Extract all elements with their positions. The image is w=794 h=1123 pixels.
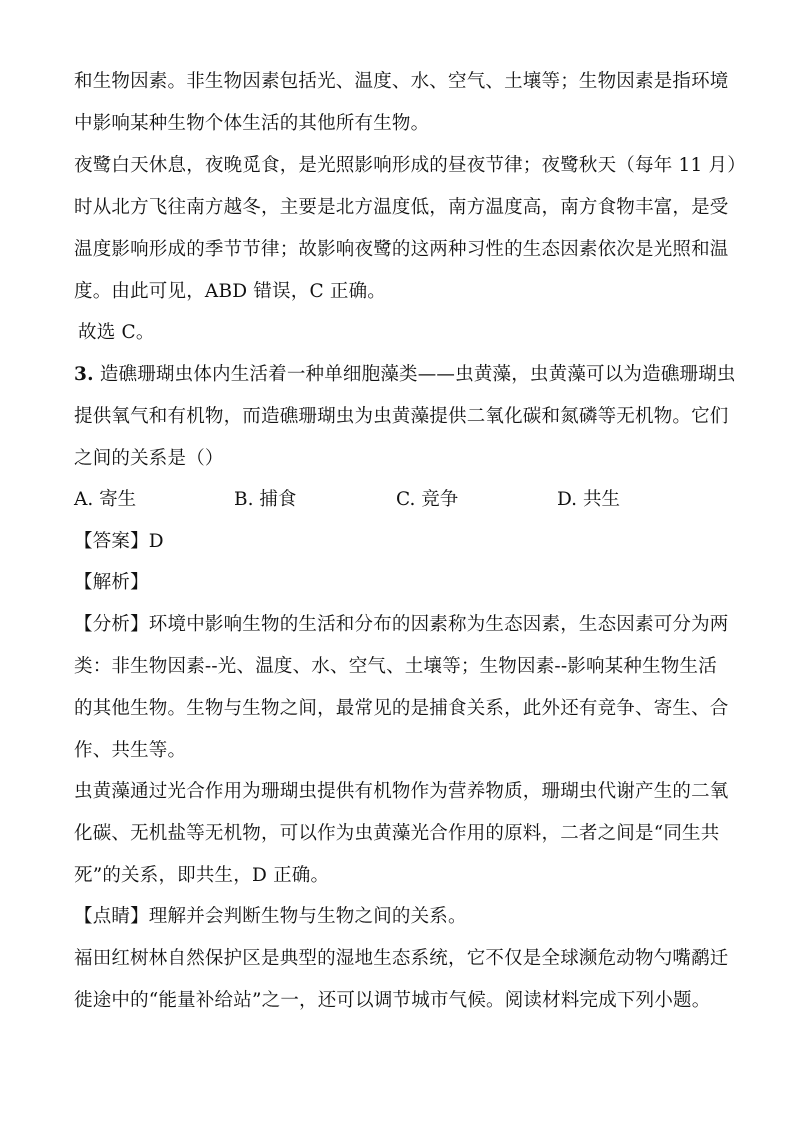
paragraph-line: 度。由此可见，ABD 错误，C 正确。 <box>74 281 387 302</box>
option-d <box>557 488 620 512</box>
explanation-line: 死”的关系，即共生，D 正确。 <box>74 865 330 886</box>
analysis-line: 作、共生等。 <box>74 740 187 761</box>
analysis-heading: 【解析】 <box>74 572 149 593</box>
option-b <box>234 488 296 512</box>
analysis-line: 【分析】环境中影响生物的生活和分布的因素称为生态因素，生态因素可分为两 <box>74 614 729 635</box>
explanation-line: 化碳、无机盐等无机物，可以作为虫黄藻光合作用的原料，二者之间是“同生共 <box>74 823 720 844</box>
paragraph-line: 夜鹭白天休息，夜晚觅食，是光照影响形成的昼夜节律；夜鹭秋天（每年 11 月） <box>74 155 746 176</box>
option-letter: A. <box>74 489 94 510</box>
option-text: 捕食 <box>259 489 297 510</box>
question-number: 3. <box>74 364 94 385</box>
question-line: 之间的关系是（） <box>74 448 224 469</box>
question-line: 提供氧气和有机物，而造礁珊瑚虫为虫黄藻提供二氧化碳和氮磷等无机物。它们 <box>74 406 729 427</box>
paragraph-line: 时从北方飞往南方越冬，主要是北方温度低，南方温度高，南方食物丰富，是受 <box>74 197 729 218</box>
question-text: 造礁珊瑚虫体内生活着一种单细胞藻类——虫黄藻，虫黄藻可以为造礁珊瑚虫 <box>99 364 736 385</box>
paragraph-line: 和生物因素。非生物因素包括光、温度、水、空气、土壤等；生物因素是指环境 <box>74 71 729 92</box>
analysis-line: 类：非生物因素--光、温度、水、空气、土壤等；生物因素--影响某种生物生活 <box>74 656 717 677</box>
option-letter: C. <box>396 489 416 510</box>
option-text: 共生 <box>582 489 620 510</box>
question-line <box>74 363 734 387</box>
option-text: 竞争 <box>421 489 459 510</box>
reading-line: 徙途中的“能量补给站”之一，还可以调节城市气候。阅读材料完成下列小题。 <box>74 990 711 1011</box>
comment-line: 【点睛】理解并会判断生物与生物之间的关系。 <box>74 906 467 927</box>
option-c <box>396 488 458 512</box>
option-letter: D. <box>557 489 578 510</box>
option-letter: B. <box>234 489 254 510</box>
analysis-line: 的其他生物。生物与生物之间，最常见的是捕食关系，此外还有竞争、寄生、合 <box>74 698 729 719</box>
paragraph-line: 温度影响形成的季节节律；故影响夜鹭的这两种习性的生态因素依次是光照和温 <box>74 239 729 260</box>
option-text: 寄生 <box>99 489 137 510</box>
explanation-line: 虫黄藻通过光合作用为珊瑚虫提供有机物作为营养物质，珊瑚虫代谢产生的二氧 <box>74 781 729 802</box>
choice-line: 故选 C。 <box>78 322 155 343</box>
paragraph-line: 中影响某种生物个体生活的其他所有生物。 <box>74 113 430 134</box>
reading-line: 福田红树林自然保护区是典型的湿地生态系统，它不仅是全球濒危动物勺嘴鹬迁 <box>74 948 729 969</box>
option-a <box>74 488 136 512</box>
answer-line: 【答案】D <box>74 531 164 552</box>
